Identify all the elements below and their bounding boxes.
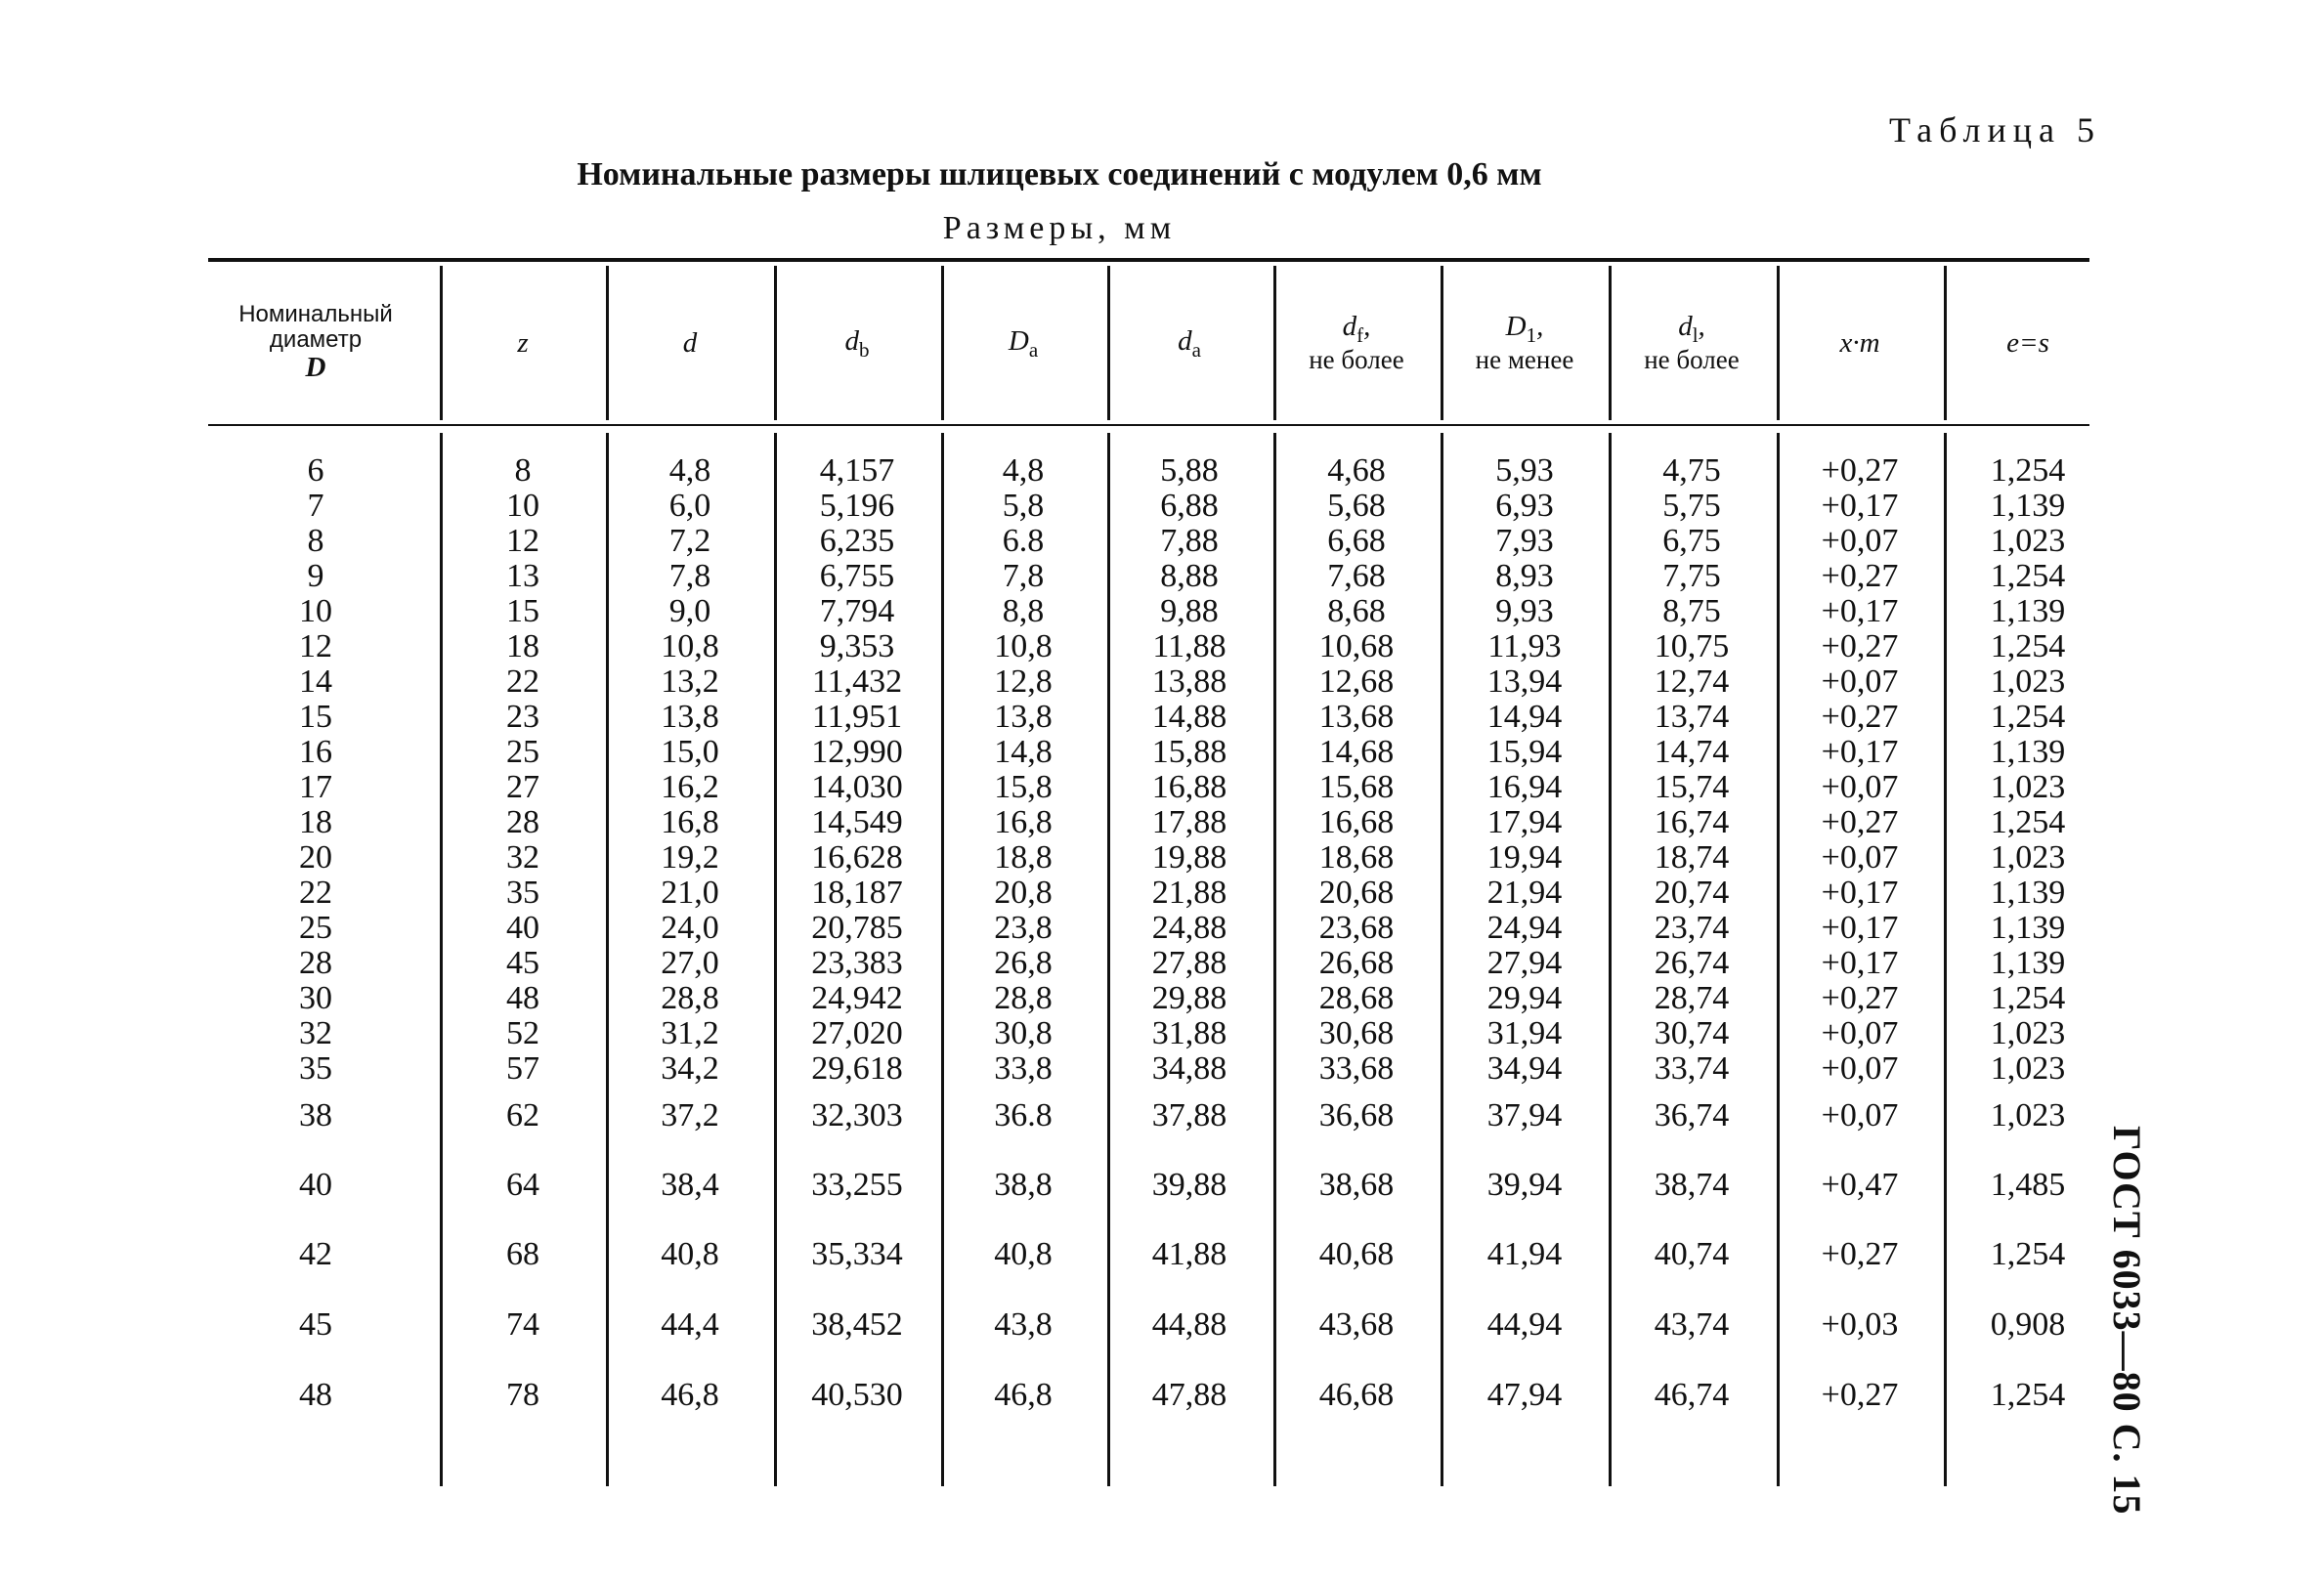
table-cell: 19,94	[1486, 839, 1563, 876]
table-cell: 21,94	[1486, 875, 1563, 911]
column-symbol: D	[305, 352, 326, 384]
table-cell: 27	[506, 769, 539, 805]
column-symbol: $D_1$,	[1505, 311, 1544, 348]
table-cell: 24,942	[811, 980, 903, 1016]
table-cell: 34,2	[661, 1050, 719, 1087]
table-cell: 34,94	[1486, 1050, 1563, 1087]
table-cell: 46,74	[1654, 1377, 1730, 1413]
table-cell: 6,0	[668, 488, 711, 524]
column-symbol: z	[517, 326, 529, 359]
table-cell: 7,75	[1662, 558, 1721, 594]
table-cell: +0,07	[1821, 663, 1899, 700]
table-cell: 4,75	[1662, 452, 1721, 489]
table-cell: 10,8	[661, 628, 719, 664]
table-cell: 32	[506, 839, 539, 876]
table-cell: +0,07	[1821, 839, 1899, 876]
column-header	[1442, 266, 1608, 420]
table-cell: 1,023	[1990, 663, 2066, 700]
table-cell: 12,74	[1654, 663, 1730, 700]
table-cell: +0,17	[1821, 488, 1899, 524]
table-cell: 10,75	[1654, 628, 1730, 664]
table-cell: +0,17	[1821, 734, 1899, 770]
row-nominal-diameter: 7	[307, 488, 324, 524]
table-cell: 5,8	[1002, 488, 1045, 524]
table-cell: 41,94	[1486, 1236, 1563, 1272]
table-cell: 9,88	[1160, 593, 1219, 629]
table-cell: 38,74	[1654, 1167, 1730, 1203]
table-cell: 15	[506, 593, 539, 629]
table-cell: 8,68	[1327, 593, 1386, 629]
table-cell: 35,334	[811, 1236, 903, 1272]
table-cell: 22	[506, 663, 539, 700]
table-cell: 28	[506, 804, 539, 840]
column-note: не менее	[1475, 345, 1574, 375]
table-cell: 23,68	[1318, 910, 1395, 946]
row-nominal-diameter: 25	[299, 910, 332, 946]
table-cell: 14,94	[1486, 699, 1563, 735]
table-cell: 33,8	[994, 1050, 1053, 1087]
table-cell: 43,74	[1654, 1306, 1730, 1343]
column-symbol: $d_l$,	[1678, 311, 1705, 348]
table-cell: 16,68	[1318, 804, 1395, 840]
table-cell: 37,94	[1486, 1097, 1563, 1133]
table-cell: 1,139	[1990, 488, 2066, 524]
table-cell: +0,07	[1821, 769, 1899, 805]
table-title-text: Номинальные размеры шлицевых соединений с модулем 0,6 мм	[577, 156, 1542, 192]
table-cell: 17,88	[1151, 804, 1227, 840]
table-cell: 12,990	[811, 734, 903, 770]
table-cell: +0,07	[1821, 1097, 1899, 1133]
table-cell: 4,157	[819, 452, 895, 489]
table-cell: 1,023	[1990, 769, 2066, 805]
row-nominal-diameter: 18	[299, 804, 332, 840]
table-cell: 15,88	[1151, 734, 1227, 770]
table-cell: 27,88	[1151, 945, 1227, 981]
table-cell: +0,07	[1821, 523, 1899, 559]
column-note: не более	[1644, 345, 1740, 375]
column-header	[203, 266, 428, 420]
table-cell: 8	[514, 452, 532, 489]
table-cell: 45	[506, 945, 539, 981]
column-symbol: $d_b$	[844, 324, 870, 362]
table-cell: 13,2	[661, 663, 719, 700]
table-cell: 36,68	[1318, 1097, 1395, 1133]
table-cell: 7,8	[1002, 558, 1045, 594]
table-cell: 6,93	[1495, 488, 1554, 524]
table-cell: 5,93	[1495, 452, 1554, 489]
table-cell: 1,139	[1990, 945, 2066, 981]
table-cell: 14,549	[811, 804, 903, 840]
table-cell: +0,47	[1821, 1167, 1899, 1203]
table-cell: +0,07	[1821, 1015, 1899, 1051]
row-nominal-diameter: 42	[299, 1236, 332, 1272]
table-cell: +0,27	[1821, 558, 1899, 594]
table-cell: 14,88	[1151, 699, 1227, 735]
row-nominal-diameter: 14	[299, 663, 332, 700]
table-cell: 11,432	[811, 663, 903, 700]
table-cell: 36,74	[1654, 1097, 1730, 1133]
table-cell: 38,452	[811, 1306, 903, 1343]
table-cell: 1,254	[1990, 452, 2066, 489]
table-cell: 13,74	[1654, 699, 1730, 735]
table-cell: 10,68	[1318, 628, 1395, 664]
table-cell: 18,68	[1318, 839, 1395, 876]
table-cell: 16,94	[1486, 769, 1563, 805]
table-cell: +0,27	[1821, 452, 1899, 489]
table-cell: +0,27	[1821, 980, 1899, 1016]
table-cell: 14,68	[1318, 734, 1395, 770]
table-cell: 5,68	[1327, 488, 1386, 524]
table-cell: 6,235	[819, 523, 895, 559]
table-cell: 46,8	[661, 1377, 719, 1413]
table-cell: 52	[506, 1015, 539, 1051]
table-cell: 15,74	[1654, 769, 1730, 805]
table-cell: 46,8	[994, 1377, 1053, 1413]
table-cell: 47,88	[1151, 1377, 1227, 1413]
table-cell: 37,2	[661, 1097, 719, 1133]
table-cell: 11,93	[1487, 628, 1562, 664]
table-cell: 24,88	[1151, 910, 1227, 946]
column-header	[1945, 266, 2111, 420]
table-cell: 14,8	[994, 734, 1053, 770]
table-cell: 74	[506, 1306, 539, 1343]
document-code: ГОСТ 6033—80 С. 15	[2105, 1126, 2149, 1516]
table-cell: 31,88	[1151, 1015, 1227, 1051]
table-cell: 15,8	[994, 769, 1053, 805]
table-cell: 23,8	[994, 910, 1053, 946]
table-cell: 35	[506, 875, 539, 911]
row-nominal-diameter: 9	[307, 558, 324, 594]
table-cell: +0,17	[1821, 910, 1899, 946]
row-nominal-diameter: 35	[299, 1050, 332, 1087]
column-header	[1273, 266, 1440, 420]
table-cell: 38,4	[661, 1167, 719, 1203]
table-cell: 13,94	[1486, 663, 1563, 700]
table-cell: 64	[506, 1167, 539, 1203]
table-cell: 7,88	[1160, 523, 1219, 559]
table-cell: +0,07	[1821, 1050, 1899, 1087]
table-cell: 12	[506, 523, 539, 559]
table-cell: 6,755	[819, 558, 895, 594]
table-cell: 28,8	[661, 980, 719, 1016]
table-cell: 10	[506, 488, 539, 524]
table-cell: 1,139	[1990, 734, 2066, 770]
column-symbol: $d_a$	[1178, 324, 1201, 362]
table-cell: +0,27	[1821, 1377, 1899, 1413]
table-cell: +0,27	[1821, 628, 1899, 664]
table-cell: 40,530	[811, 1377, 903, 1413]
table-title	[0, 156, 2324, 193]
table-cell: 29,618	[811, 1050, 903, 1087]
table-cell: 6,75	[1662, 523, 1721, 559]
table-cell: 40,68	[1318, 1236, 1395, 1272]
table-cell: 20,8	[994, 875, 1053, 911]
table-cell: 31,94	[1486, 1015, 1563, 1051]
table-cell: +0,27	[1821, 1236, 1899, 1272]
column-symbol: $d_f$,	[1342, 311, 1371, 348]
table-cell: 1,023	[1990, 523, 2066, 559]
row-nominal-diameter: 6	[307, 452, 324, 489]
table-cell: 1,139	[1990, 593, 2066, 629]
table-cell: 20,74	[1654, 875, 1730, 911]
table-cell: 39,88	[1151, 1167, 1227, 1203]
table-cell: 16,8	[661, 804, 719, 840]
table-cell: 40,8	[661, 1236, 719, 1272]
table-cell: 16,628	[811, 839, 903, 876]
table-cell: 29,88	[1151, 980, 1227, 1016]
table-cell: 7,2	[668, 523, 711, 559]
table-cell: 27,0	[661, 945, 719, 981]
table-cell: 14,74	[1654, 734, 1730, 770]
table-cell: 1,485	[1990, 1167, 2066, 1203]
table-cell: +0,17	[1821, 593, 1899, 629]
table-cell: 39,94	[1486, 1167, 1563, 1203]
table-cell: 7,794	[819, 593, 895, 629]
table-cell: 1,023	[1990, 1015, 2066, 1051]
table-cell: 24,94	[1486, 910, 1563, 946]
row-nominal-diameter: 20	[299, 839, 332, 876]
table-cell: 31,2	[661, 1015, 719, 1051]
table-cell: 26,8	[994, 945, 1053, 981]
units-caption	[0, 210, 2324, 247]
table-cell: 41,88	[1151, 1236, 1227, 1272]
column-symbol: x·m	[1839, 326, 1880, 359]
table-cell: 13	[506, 558, 539, 594]
table-cell: 24,0	[661, 910, 719, 946]
table-cell: 62	[506, 1097, 539, 1133]
table-cell: +0,03	[1821, 1306, 1899, 1343]
table-cell: 21,88	[1151, 875, 1227, 911]
table-cell: 23,74	[1654, 910, 1730, 946]
table-cell: 10,8	[994, 628, 1053, 664]
table-cell: 21,0	[661, 875, 719, 911]
table-cell: 6.8	[1002, 523, 1045, 559]
table-cell: 44,4	[661, 1306, 719, 1343]
table-cell: 40,8	[994, 1236, 1053, 1272]
table-cell: 16,2	[661, 769, 719, 805]
table-cell: 68	[506, 1236, 539, 1272]
table-cell: 18,74	[1654, 839, 1730, 876]
table-cell: 47,94	[1486, 1377, 1563, 1413]
table-cell: 40,74	[1654, 1236, 1730, 1272]
row-nominal-diameter: 48	[299, 1377, 332, 1413]
table-cell: 27,94	[1486, 945, 1563, 981]
table-cell: 12,8	[994, 663, 1053, 700]
row-nominal-diameter: 30	[299, 980, 332, 1016]
table-cell: 1,139	[1990, 910, 2066, 946]
table-cell: 26,68	[1318, 945, 1395, 981]
table-cell: 15,0	[661, 734, 719, 770]
column-symbol: e=s	[2006, 326, 2049, 359]
table-cell: 8,88	[1160, 558, 1219, 594]
table-cell: 6,68	[1327, 523, 1386, 559]
row-nominal-diameter: 22	[299, 875, 332, 911]
table-cell: 5,75	[1662, 488, 1721, 524]
column-header-line: Номинальный	[238, 300, 393, 327]
table-cell: 8,75	[1662, 593, 1721, 629]
table-cell: 43,68	[1318, 1306, 1395, 1343]
table-cell: 16,88	[1151, 769, 1227, 805]
table-cell: 4,8	[668, 452, 711, 489]
table-cell: 48	[506, 980, 539, 1016]
table-cell: 9,93	[1495, 593, 1554, 629]
row-nominal-diameter: 45	[299, 1306, 332, 1343]
table-cell: 28,74	[1654, 980, 1730, 1016]
table-cell: 1,023	[1990, 839, 2066, 876]
table-cell: 1,254	[1990, 1377, 2066, 1413]
table-cell: 13,8	[661, 699, 719, 735]
table-cell: 13,88	[1151, 663, 1227, 700]
table-cell: 1,254	[1990, 628, 2066, 664]
header-rule	[208, 424, 2089, 426]
table-cell: 23,383	[811, 945, 903, 981]
table-cell: 1,254	[1990, 980, 2066, 1016]
row-nominal-diameter: 17	[299, 769, 332, 805]
column-note: не более	[1309, 345, 1404, 375]
table-cell: +0,17	[1821, 875, 1899, 911]
column-symbol: $D_a$	[1008, 324, 1039, 362]
table-cell: 15,94	[1486, 734, 1563, 770]
table-cell: 28,8	[994, 980, 1053, 1016]
table-cell: 46,68	[1318, 1377, 1395, 1413]
table-cell: 20,785	[811, 910, 903, 946]
table-cell: 1,254	[1990, 804, 2066, 840]
table-cell: 33,255	[811, 1167, 903, 1203]
row-nominal-diameter: 28	[299, 945, 332, 981]
table-cell: 14,030	[811, 769, 903, 805]
row-nominal-diameter: 38	[299, 1097, 332, 1133]
table-cell: 8,8	[1002, 593, 1045, 629]
table-cell: 43,8	[994, 1306, 1053, 1343]
table-cell: 23	[506, 699, 539, 735]
table-cell: 7,93	[1495, 523, 1554, 559]
table-cell: 5,88	[1160, 452, 1219, 489]
table-cell: 25	[506, 734, 539, 770]
column-header	[607, 266, 773, 420]
table-cell: 1,254	[1990, 558, 2066, 594]
table-cell: 7,68	[1327, 558, 1386, 594]
column-header-line: диаметр	[269, 326, 363, 354]
table-cell: 29,94	[1486, 980, 1563, 1016]
table-cell: 32,303	[811, 1097, 903, 1133]
table-cell: 11,88	[1152, 628, 1227, 664]
table-cell: 37,88	[1151, 1097, 1227, 1133]
column-header	[1777, 266, 1943, 420]
table-cell: 44,94	[1486, 1306, 1563, 1343]
table-cell: 34,88	[1151, 1050, 1227, 1087]
table-cell: 33,74	[1654, 1050, 1730, 1087]
row-nominal-diameter: 15	[299, 699, 332, 735]
table-cell: 1,254	[1990, 1236, 2066, 1272]
table-cell: 6,88	[1160, 488, 1219, 524]
table-cell: 19,88	[1151, 839, 1227, 876]
table-cell: 26,74	[1654, 945, 1730, 981]
table-cell: 9,0	[668, 593, 711, 629]
table-cell: 0,908	[1990, 1306, 2066, 1343]
top-rule	[208, 258, 2089, 262]
table-cell: 13,8	[994, 699, 1053, 735]
table-cell: 19,2	[661, 839, 719, 876]
table-cell: 13,68	[1318, 699, 1395, 735]
table-cell: 57	[506, 1050, 539, 1087]
table-cell: 8,93	[1495, 558, 1554, 594]
table-cell: 1,023	[1990, 1050, 2066, 1087]
table-cell: 30,68	[1318, 1015, 1395, 1051]
table-cell: 28,68	[1318, 980, 1395, 1016]
table-cell: 1,139	[1990, 875, 2066, 911]
row-nominal-diameter: 12	[299, 628, 332, 664]
table-cell: 18,8	[994, 839, 1053, 876]
table-cell: 33,68	[1318, 1050, 1395, 1087]
row-nominal-diameter: 10	[299, 593, 332, 629]
row-nominal-diameter: 16	[299, 734, 332, 770]
column-header	[774, 266, 940, 420]
table-cell: 16,8	[994, 804, 1053, 840]
table-cell: 78	[506, 1377, 539, 1413]
table-cell: +0,17	[1821, 945, 1899, 981]
table-cell: 17,94	[1486, 804, 1563, 840]
table-cell: 18,187	[811, 875, 903, 911]
table-cell: 1,023	[1990, 1097, 2066, 1133]
column-header	[1106, 266, 1272, 420]
table-cell: 11,951	[811, 699, 903, 735]
column-header	[1609, 266, 1775, 420]
table-cell: 27,020	[811, 1015, 903, 1051]
row-nominal-diameter: 8	[307, 523, 324, 559]
table-cell: 30,74	[1654, 1015, 1730, 1051]
table-cell: 4,8	[1002, 452, 1045, 489]
table-cell: 12,68	[1318, 663, 1395, 700]
table-cell: +0,27	[1821, 699, 1899, 735]
table-cell: 20,68	[1318, 875, 1395, 911]
units-caption-text: Размеры, мм	[942, 210, 1177, 246]
column-header	[940, 266, 1106, 420]
column-symbol: d	[682, 326, 698, 359]
table-cell: +0,27	[1821, 804, 1899, 840]
table-cell: 38,68	[1318, 1167, 1395, 1203]
table-cell: 4,68	[1327, 452, 1386, 489]
table-cell: 40	[506, 910, 539, 946]
table-cell: 9,353	[819, 628, 895, 664]
table-cell: 30,8	[994, 1015, 1053, 1051]
table-cell: 44,88	[1151, 1306, 1227, 1343]
column-header	[440, 266, 606, 420]
table-cell: 38,8	[994, 1167, 1053, 1203]
table-cell: 1,254	[1990, 699, 2066, 735]
table-cell: 15,68	[1318, 769, 1395, 805]
row-nominal-diameter: 32	[299, 1015, 332, 1051]
table-label: Таблица 5	[1889, 110, 2101, 150]
table-cell: 5,196	[819, 488, 895, 524]
table-cell: 7,8	[668, 558, 711, 594]
row-nominal-diameter: 40	[299, 1167, 332, 1203]
table-cell: 36.8	[994, 1097, 1053, 1133]
table-cell: 16,74	[1654, 804, 1730, 840]
table-cell: 18	[506, 628, 539, 664]
